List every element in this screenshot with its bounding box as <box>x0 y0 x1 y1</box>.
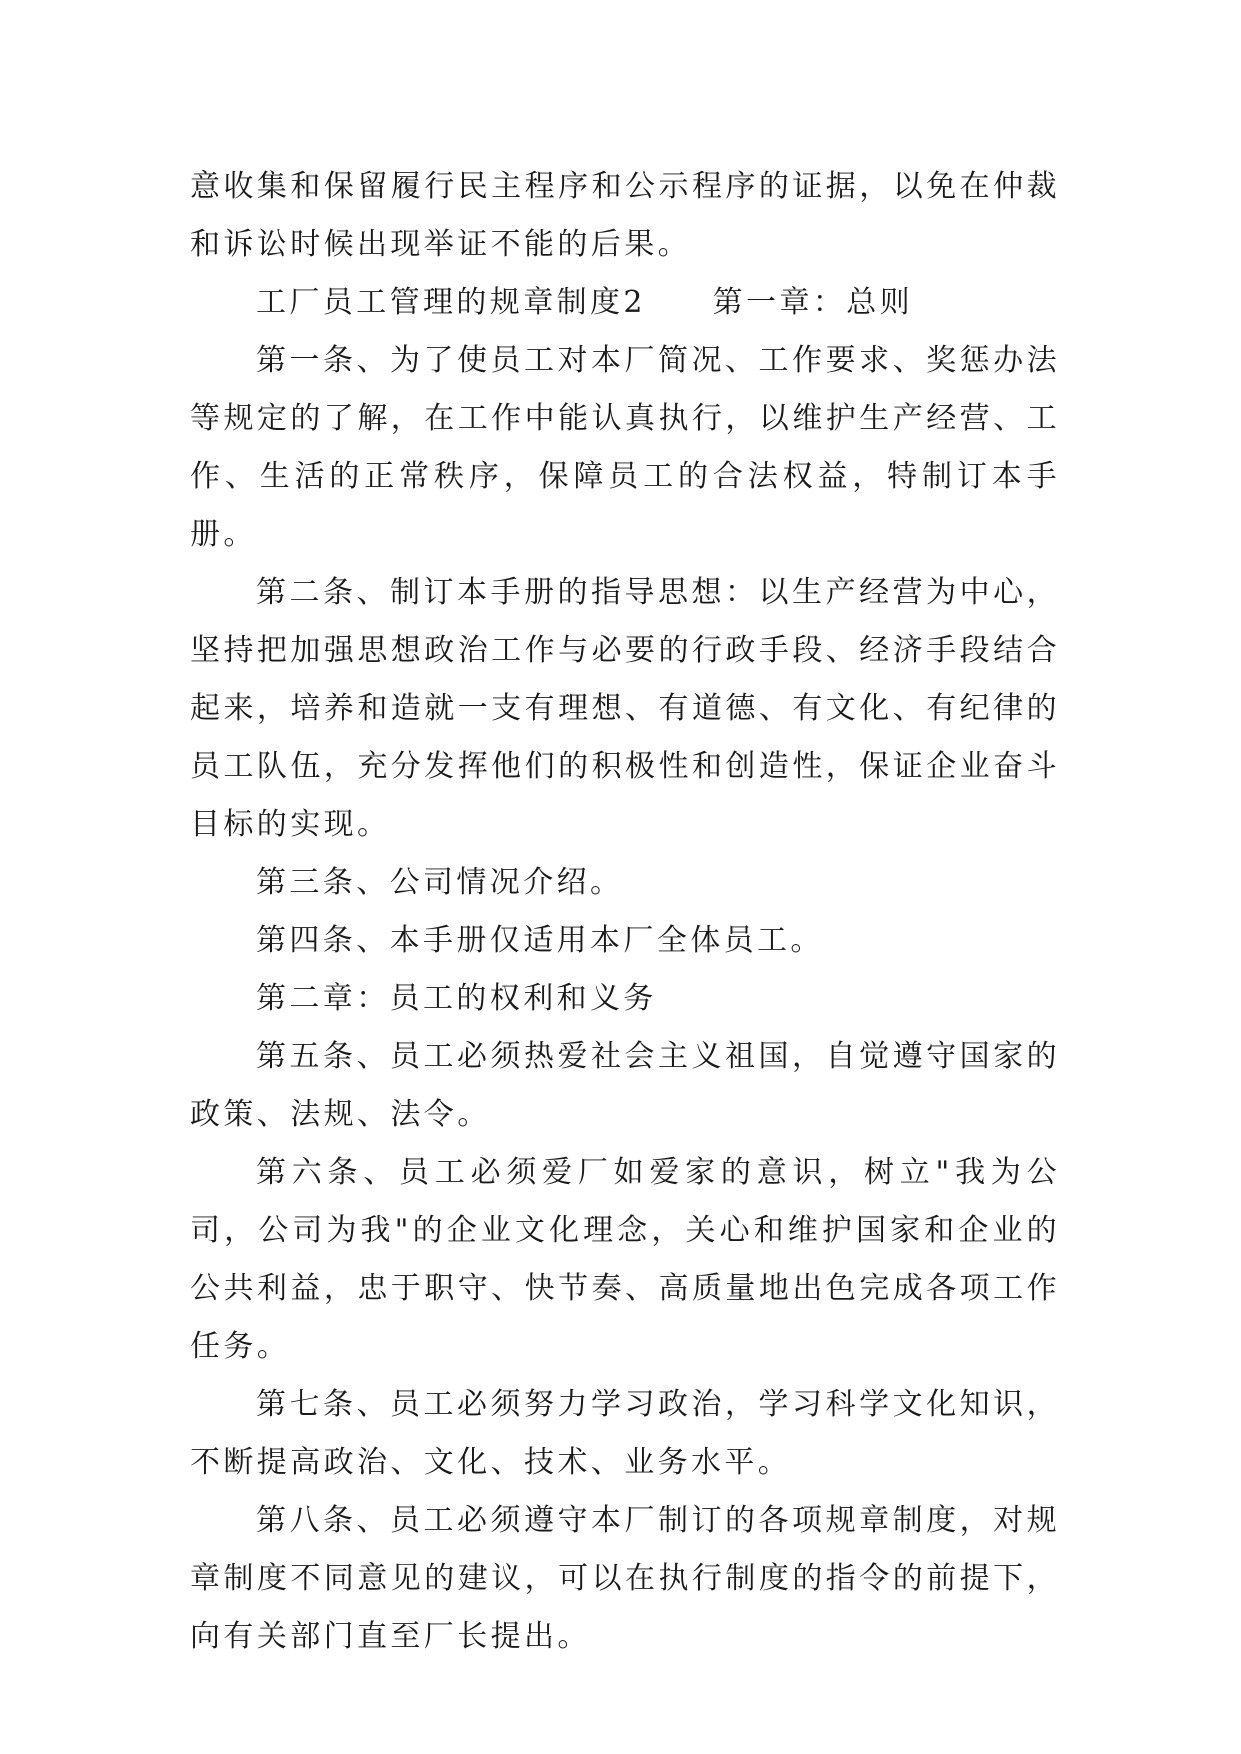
paragraph-article-6: 第六条、员工必须爱厂如爱家的意识，树立"我为公司，公司为我"的企业文化理念，关心和维护国家和企业的公共利益，忠于职守、快节奏、高质量地出色完成各项工作任务。 <box>190 1155 1060 1364</box>
paragraph-article-3: 第三条、公司情况介绍。 <box>256 865 624 900</box>
paragraph-section-title: 工厂员工管理的规章制度2 第一章：总则 <box>256 285 914 320</box>
paragraph-article-2: 第二条、制订本手册的指导思想：以生产经营为中心，坚持把加强思想政治工作与必要的行政手段、经济手段结合起来，培养和造就一支有理想、有道德、有文化、有纪律的员工队伍，充分发挥他们的积极性和创造性，保证企业奋斗目标的实现。 <box>190 575 1060 842</box>
paragraph-continuation: 意收集和保留履行民主程序和公示程序的证据，以免在仲裁和诉讼时候出现举证不能的后果。 <box>190 169 1060 262</box>
paragraph-article-4: 第四条、本手册仅适用本厂全体员工。 <box>256 923 824 958</box>
paragraph-article-7: 第七条、员工必须努力学习政治，学习科学文化知识，不断提高政治、文化、技术、业务水平。 <box>190 1387 1060 1480</box>
document-body <box>190 158 1060 1666</box>
paragraph-article-8: 第八条、员工必须遵守本厂制订的各项规章制度，对规章制度不同意见的建议，可以在执行制度的指令的前提下，向有关部门直至厂长提出。 <box>190 1503 1060 1654</box>
paragraph-chapter-2-heading: 第二章：员工的权利和义务 <box>256 981 657 1016</box>
paragraph-article-1: 第一条、为了使员工对本厂简况、工作要求、奖惩办法等规定的了解，在工作中能认真执行，以维护生产经营、工作、生活的正常秩序，保障员工的合法权益，特制订本手册。 <box>190 343 1060 552</box>
paragraph-article-5: 第五条、员工必须热爱社会主义祖国，自觉遵守国家的政策、法规、法令。 <box>190 1039 1060 1132</box>
